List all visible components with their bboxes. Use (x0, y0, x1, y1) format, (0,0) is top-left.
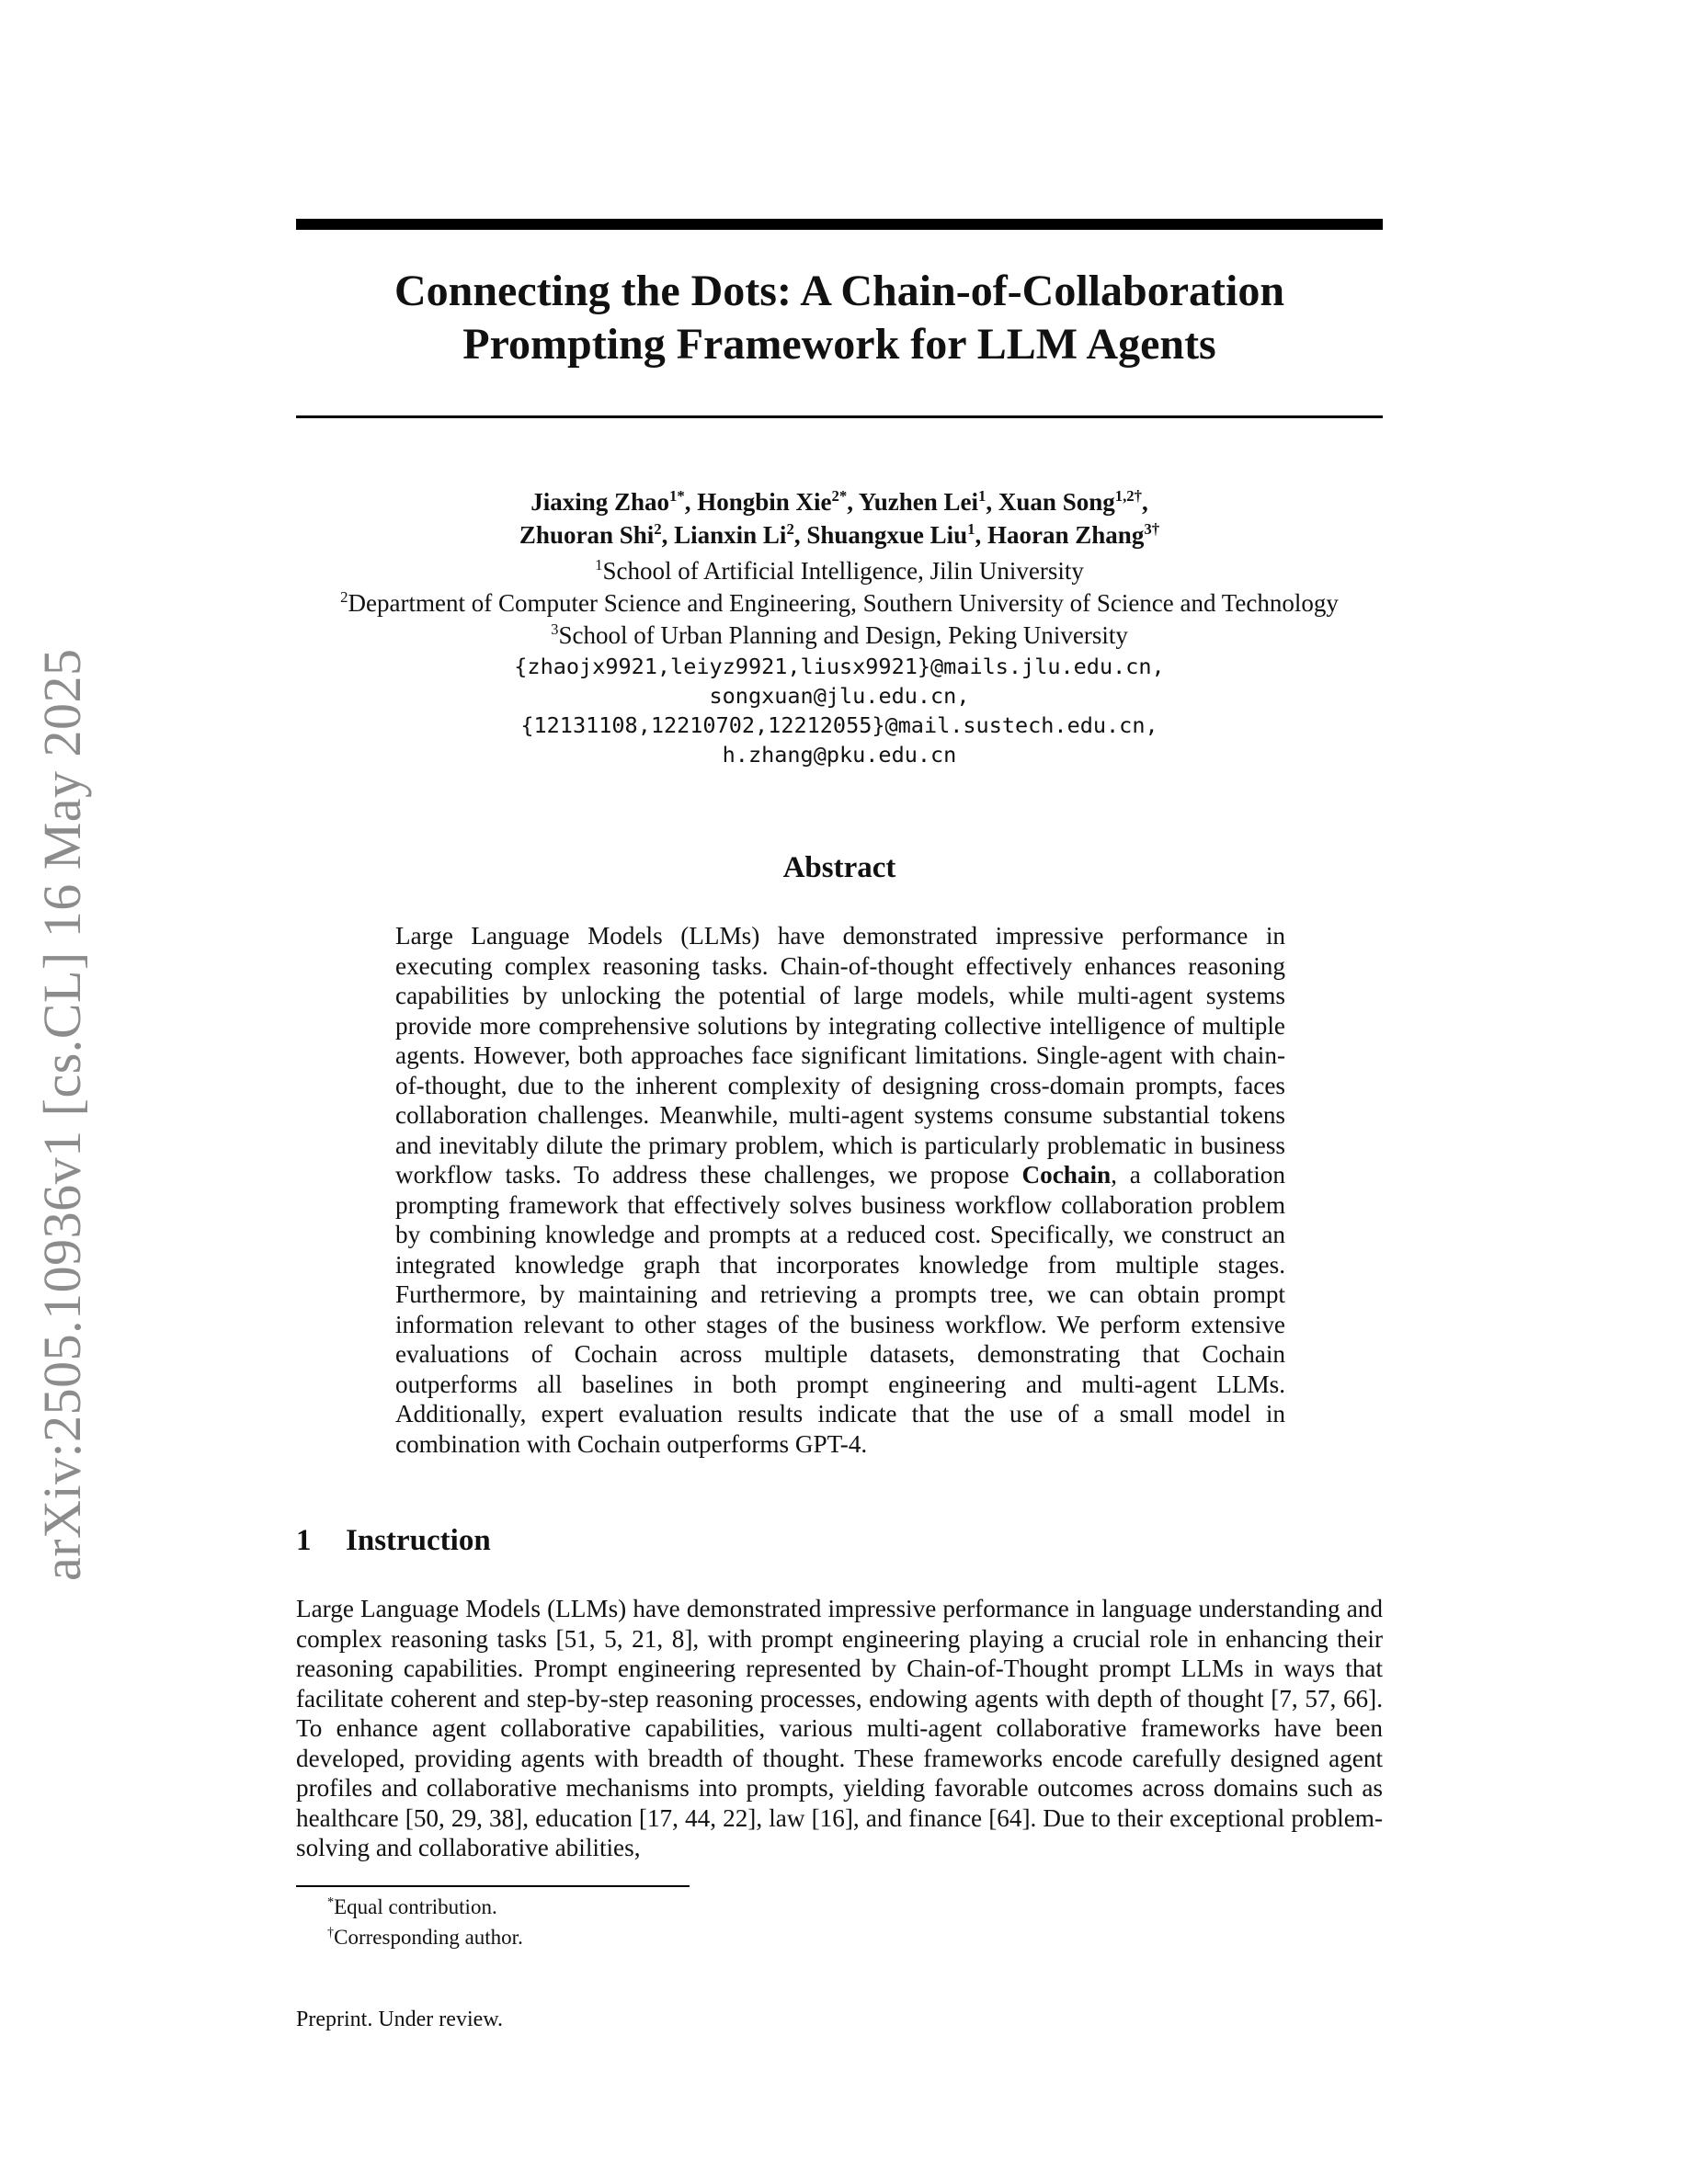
email-line: h.zhang@pku.edu.cn (722, 742, 957, 768)
author-separator: , (661, 521, 675, 549)
author (859, 488, 998, 516)
affiliation-marker: 2 (340, 588, 348, 606)
author-name: Xuan Song (998, 488, 1115, 516)
affiliations-block (276, 555, 1403, 769)
affiliation-marker: 3 (551, 620, 559, 638)
author-line-2 (296, 518, 1383, 552)
title-top-rule (296, 219, 1383, 230)
author-affiliation-marker: 1,2† (1114, 487, 1143, 505)
title-line-2: Prompting Framework for LLM Agents (462, 320, 1216, 369)
section-title: Instruction (346, 1524, 491, 1557)
author (998, 488, 1148, 516)
author (519, 521, 674, 549)
abstract-text-after: , a collaboration prompting framework that effectively solves business workflow collaboration problem by combining knowledge and prompts at a reduced cost. Specifically, we construct an integrated knowledge graph that incorporates knowledge from multiple stages. Furthermore, by maintaining and retrieving a prompts tree, we can obtain prompt information relevant to other stages of the business workflow. We perform extensive evaluations of Cochain across multiple datasets, demonstrating that Cochain outperforms all baselines in both prompt engineering and multi-agent LLMs. Additionally, expert evaluation results indicate that the use of a small model in combination with Cochain outperforms GPT-4. (395, 1161, 1285, 1458)
author-affiliation-marker: 2 (786, 520, 794, 538)
author-name: Yuzhen Lei (858, 488, 979, 516)
section-heading (296, 1522, 491, 1559)
author-affiliation-marker: 1* (669, 487, 685, 505)
email-line: {12131108,12210702,12212055}@mail.sustech.edu.cn, (520, 712, 1158, 738)
affiliation-text: School of Urban Planning and Design, Peking University (558, 621, 1128, 649)
author-separator: , (793, 521, 807, 549)
author-separator: , (975, 521, 988, 549)
footnotes (327, 1892, 523, 1952)
footnote-divider (296, 1885, 690, 1887)
footnote-equal-contribution (327, 1892, 523, 1922)
author-affiliation-marker: 3† (1144, 520, 1160, 538)
author-separator: , (684, 488, 698, 516)
author-list (296, 485, 1383, 552)
footnote-text: Corresponding author. (334, 1926, 523, 1949)
abstract-bold-term: Cochain (1021, 1161, 1112, 1189)
abstract-heading: Abstract (782, 851, 896, 884)
author (674, 521, 806, 549)
preprint-note: Preprint. Under review. (296, 2008, 504, 2031)
email-line: {zhaojx9921,leiyz9921,liusx9921}@mails.jlu.edu.cn, (514, 654, 1165, 679)
author-separator: , (847, 488, 859, 516)
email-line: songxuan@jlu.edu.cn, (709, 683, 970, 709)
title-line-1: Connecting the Dots: A Chain-of-Collaboration (393, 267, 1285, 315)
affiliation-text: School of Artificial Intelligence, Jilin University (602, 557, 1084, 585)
section-paragraph: Large Language Models (LLMs) have demonstrated impressive performance in language understanding and complex reasoning tasks [51, 5, 21, 8], with prompt engineering playing a crucial role in enhancing their reasoning capabilities. Prompt engineering represented by Chain-of-Thought prompt LLMs in ways that facilitate coherent and step-by-step reasoning processes, endowing agents with depth of thought [7, 57, 66]. To enhance agent collaborative capabilities, various multi-agent collaborative frameworks have been developed, providing agents with breadth of thought. These frameworks encode carefully designed agent profiles and collaborative mechanisms into prompts, yielding favorable outcomes across domains such as healthcare [50, 29, 38], education [17, 44, 22], law [16], and finance [64]. Due to their exceptional problem-solving and collaborative abilities, (296, 1595, 1383, 1861)
author-affiliation-marker: 1 (967, 520, 975, 538)
author-name: Haoran Zhang (987, 521, 1145, 549)
author-name: Shuangxue Liu (806, 521, 968, 549)
footnote-text: Equal contribution. (334, 1895, 497, 1918)
paper-title (296, 265, 1383, 371)
author (530, 488, 697, 516)
abstract-paragraph (395, 921, 1285, 1459)
author (987, 521, 1159, 549)
author-line-1 (296, 485, 1383, 518)
author (806, 521, 987, 549)
footnote-corresponding-author (327, 1922, 523, 1952)
author-name: Zhuoran Shi (519, 521, 655, 549)
author-name: Hongbin Xie (697, 488, 832, 516)
author-affiliation-marker: 2* (831, 487, 848, 505)
author-affiliation-marker: 2 (654, 520, 662, 538)
author-separator: , (986, 488, 998, 516)
author-separator: , (1142, 488, 1148, 516)
affiliation-2 (276, 587, 1403, 620)
author (697, 488, 859, 516)
section-number: 1 (296, 1524, 312, 1557)
affiliation-text: Department of Computer Science and Engineering, Southern University of Science and Technology (348, 589, 1339, 617)
title-bottom-rule (296, 415, 1383, 418)
author-affiliation-marker: 1 (978, 487, 987, 505)
footnote-marker: * (327, 1894, 335, 1910)
arxiv-identifier: arXiv:2505.10936v1 [cs.CL] 16 May 2025 (32, 648, 92, 1581)
author-name: Lianxin Li (674, 521, 787, 549)
affiliation-3 (276, 620, 1403, 652)
abstract-text-before: Large Language Models (LLMs) have demonstrated impressive performance in executing complex reasoning tasks. Chain-of-thought effectively enhances reasoning capabilities by unlocking the potential of large models, while multi-agent systems provide more comprehensive solutions by integrating collective intelligence of multiple agents. However, both approaches face significant limitations. Single-agent with chain-of-thought, due to the inherent complexity of designing cross-domain prompts, faces collaboration challenges. Meanwhile, multi-agent systems consume substantial tokens and inevitably dilute the primary problem, which is particularly problematic in business workflow tasks. To address these challenges, we propose (395, 922, 1285, 1189)
author-name: Jiaxing Zhao (530, 488, 669, 516)
affiliation-marker: 1 (595, 556, 603, 574)
footnote-marker: † (327, 1925, 335, 1940)
affiliation-1 (276, 555, 1403, 587)
